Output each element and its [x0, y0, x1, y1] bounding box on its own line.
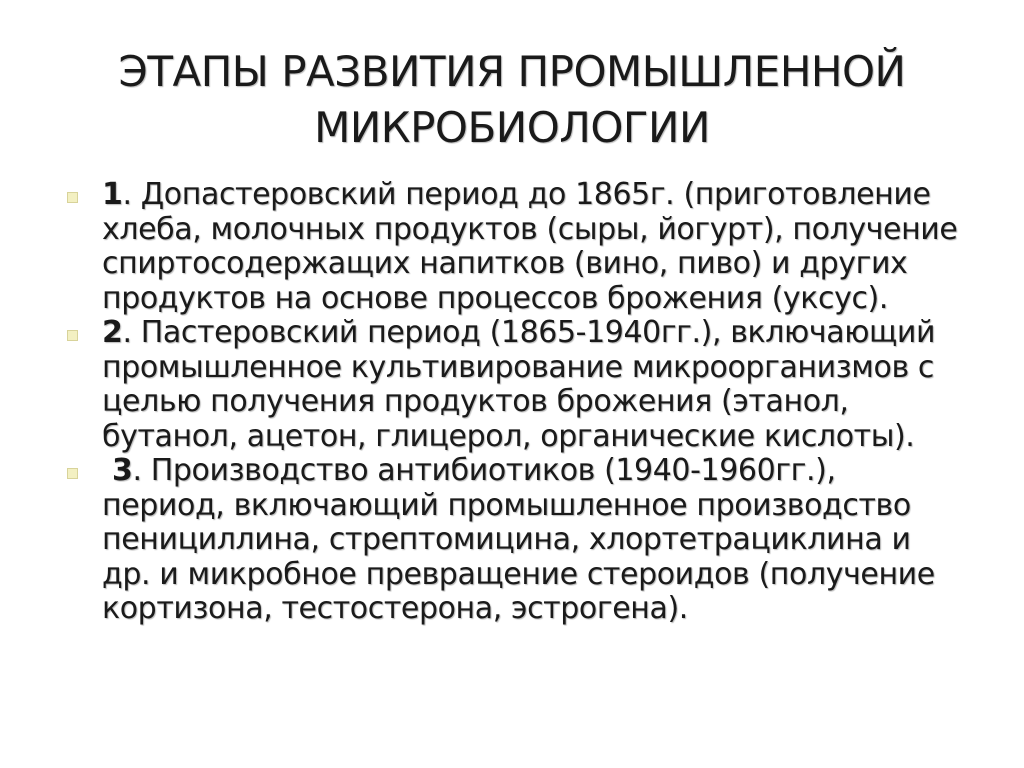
bullet-number: 3	[112, 453, 133, 488]
bullet-text: . Пастеровский период (1865-1940гг.), включающий промышленное культивирование микроорганизмов с целью получения продуктов брожения (этанол, бутанол, ацетон, глицерол, органические кислоты).	[102, 315, 936, 454]
bullet-number: 1	[102, 177, 123, 212]
bullet-text: . Производство антибиотиков (1940-1960гг.), период, включающий промышленное производство пенициллина, стрептомицина, хлортетрациклина и др. и микробное превращение стероидов (получение кортизона, тестостерона, эстрогена).	[102, 453, 935, 626]
slide-title-line-1: ЭТАПЫ РАЗВИТИЯ ПРОМЫШЛЕННОЙ	[118, 47, 906, 96]
bullet-item-2	[60, 316, 960, 454]
bullet-item-1	[60, 178, 960, 316]
bullet-square-icon	[67, 330, 78, 341]
bullet-square-icon	[67, 468, 78, 479]
bullet-square-icon	[67, 192, 78, 203]
bullet-number: 2	[102, 315, 123, 350]
slide-title-line-2: МИКРОБИОЛОГИИ	[314, 103, 710, 152]
slide-title	[60, 44, 964, 156]
bullet-list	[60, 178, 960, 627]
bullet-text: . Допастеровский период до 1865г. (приготовление хлеба, молочных продуктов (сыры, йогурт), получение спиртосодержащих напитков (вино, пиво) и других продуктов на основе процессов брожения (уксус).	[102, 177, 958, 316]
bullet-item-3	[60, 454, 960, 627]
